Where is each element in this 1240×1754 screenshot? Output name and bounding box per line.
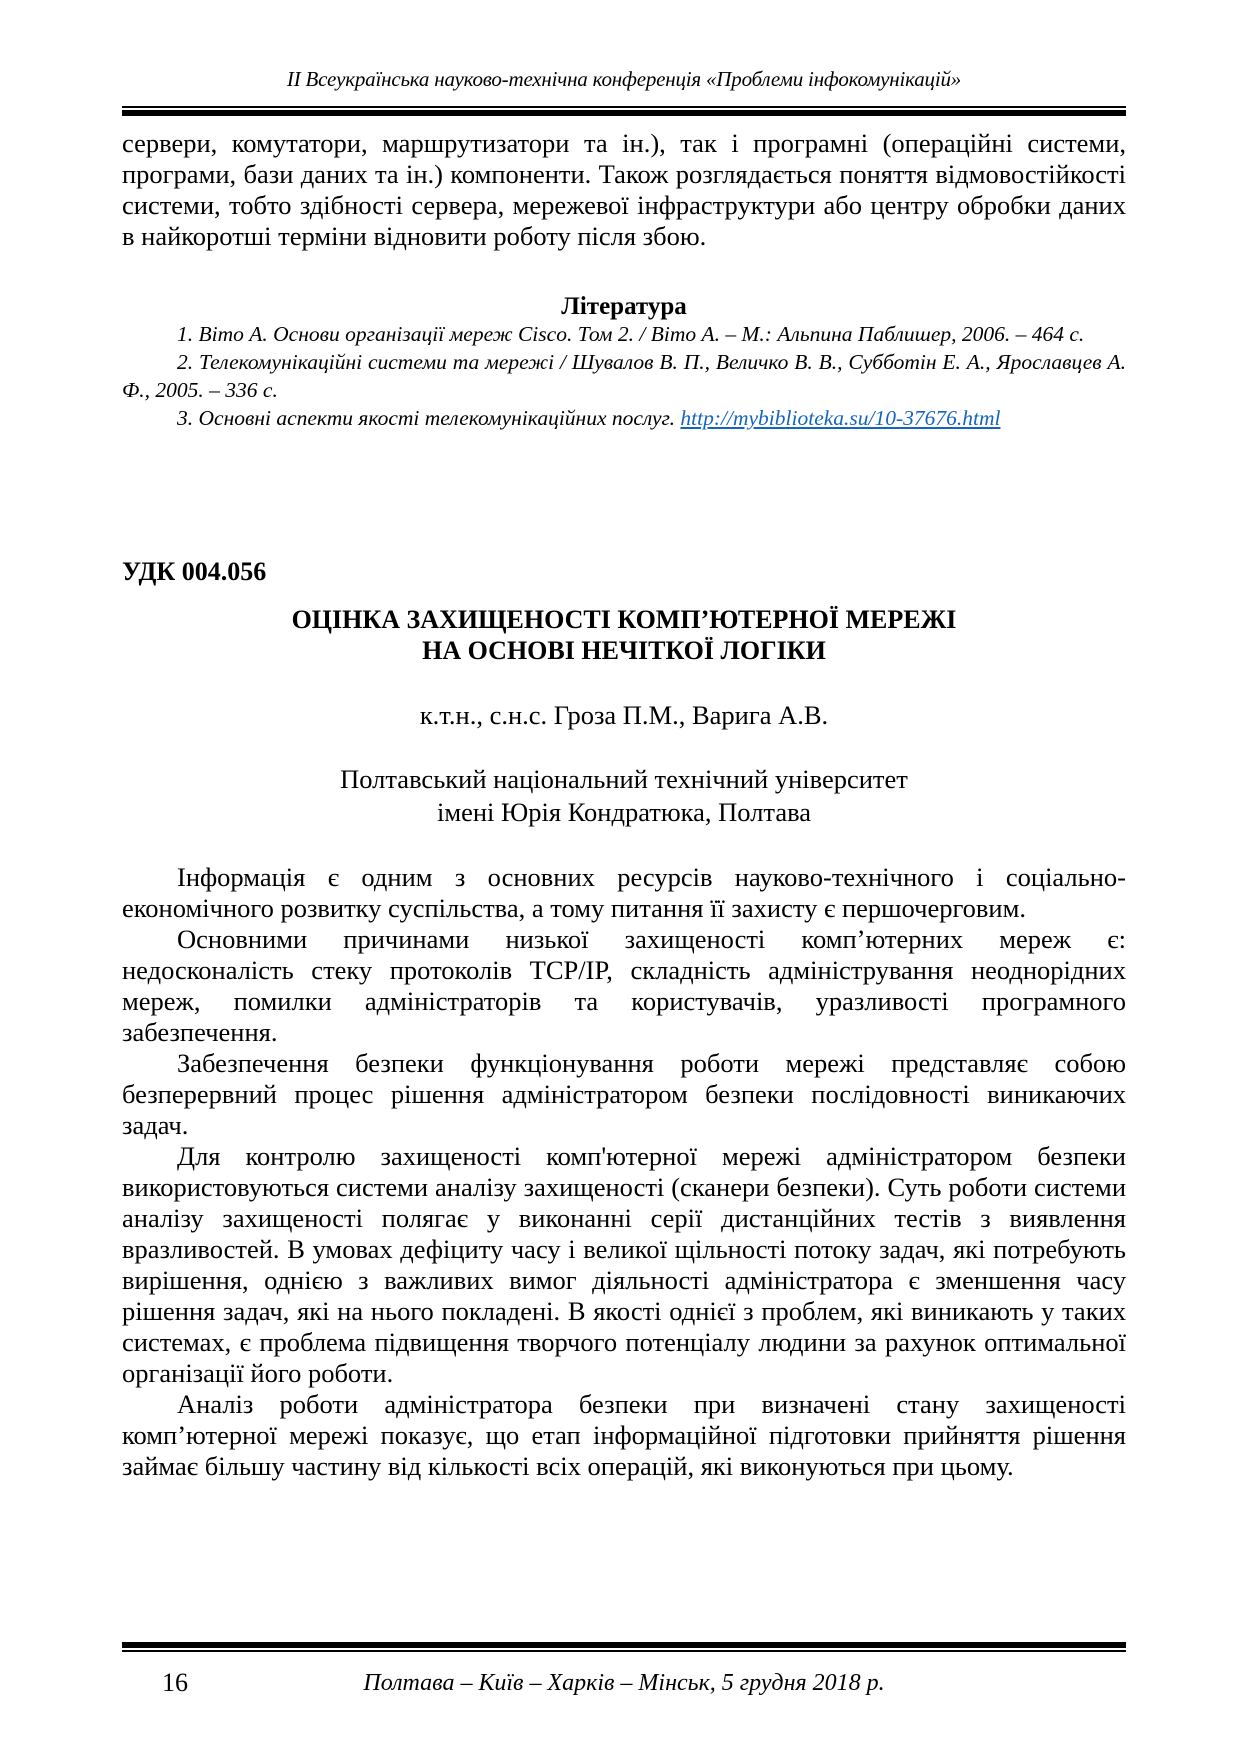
continued-text: сервери, комутатори, маршрутизатори та ін.), так і програмні (операційні системи, програми, бази даних та ін.) компоненти. Також розглядається поняття відмовостійкості системи, тобто здібності сервера, мережевої інфраструктури або центру обробки даних в найкоротші терміни відновити роботу після збою. [122, 128, 1126, 251]
header-rule-thin [122, 106, 1126, 108]
reference-3-link[interactable]: http://mybiblioteka.su/10-37676.html [680, 406, 1001, 430]
affiliation [122, 763, 1126, 829]
affiliation-line-2: імені Юрія Кондратюка, Полтава [436, 797, 812, 827]
footer-rule [122, 1642, 1126, 1652]
running-header: II Всеукраїнська науково-технічна конференція «Проблеми інфокомунікацій» [286, 67, 962, 91]
body-paragraph: Для контролю захищеності комп'ютерної мережі адміністратором безпеки використовуються системи аналізу захищеності (сканери безпеки). Суть роботи системи аналізу захищеності полягає у виконанні серії дистанційних тестів з виявлення вразливостей. В умовах дефіциту часу і великої щільності потоку задач, які потребують вирішення, однією з важливих вимог діяльності адміністратора є зменшення часу рішення задач, які на нього покладені. В якості однієї з проблем, які виникають у таких системах, є проблема підвищення творчого потенціалу людини за рахунок оптимальної організації його роботи. [122, 1141, 1126, 1388]
reference-3-text: 3. Основні аспекти якості телекомунікаційних послуг. [177, 406, 681, 430]
page-number: 16 [162, 1668, 188, 1697]
reference-item-1: 1. Віто А. Основи організації мереж Cisco. Том 2. / Віто А. – М.: Альпина Паблишер, 2006. – 464 с. [177, 322, 1085, 346]
footer-rule-thin [122, 1650, 1126, 1652]
body-paragraph: Інформація є одним з основних ресурсів науково-технічного і соціально-економічного розвитку суспільства, а тому питання її захисту є першочерговим. [122, 862, 1126, 923]
footer-rule-thick [122, 1642, 1126, 1648]
article-title [122, 604, 1126, 666]
udk-code: УДК 004.056 [122, 557, 267, 586]
continued-paragraph [122, 128, 1126, 252]
affiliation-line-1: Полтавський національний технічний університет [340, 764, 908, 794]
body-paragraph: Основними причинами низької захищеності комп’ютерних мереж є: недосконалість стеку протоколів TCP/IP, складність адміністрування неоднорідних мереж, помилки адміністраторів та користувачів, уразливості програмного забезпечення. [122, 924, 1126, 1047]
body-paragraph: Аналіз роботи адміністратора безпеки при визначені стану захищеності комп’ютерної мережі показує, що етап інформаційної підготовки прийняття рішення займає більшу частину від кількості всіх операцій, які виконуються при цьому. [122, 1389, 1126, 1481]
literature-heading: Література [561, 293, 687, 320]
article-title-line-1: ОЦІНКА ЗАХИЩЕНОСТІ КОМП’ЮТЕРНОЇ МЕРЕЖІ [291, 605, 957, 634]
body-paragraph: Забезпечення безпеки функціонування роботи мережі представляє собою безперервний процес рішення адміністратором безпеки послідовності виникаючих задач. [122, 1048, 1126, 1140]
page-footer [122, 1666, 1126, 1700]
reference-item-3 [122, 404, 1126, 432]
article-title-line-2: НА ОСНОВІ НЕЧІТКОЇ ЛОГІКИ [422, 636, 826, 665]
header-rule [122, 106, 1126, 115]
footer-text: Полтава – Київ – Харків – Мінськ, 5 грудня 2018 р. [363, 1670, 885, 1696]
header-rule-thick [122, 110, 1126, 116]
reference-item-2: 2. Телекомунікаційні системи та мережі / Шувалов В. П., Величко В. В., Субботін Е. А., Ярославцев А. Ф., 2005. – 336 с. [122, 350, 1126, 402]
article-body [122, 862, 1126, 1482]
reference-list [122, 320, 1126, 432]
authors: к.т.н., с.н.с. Гроза П.М., Варига А.В. [419, 700, 829, 730]
